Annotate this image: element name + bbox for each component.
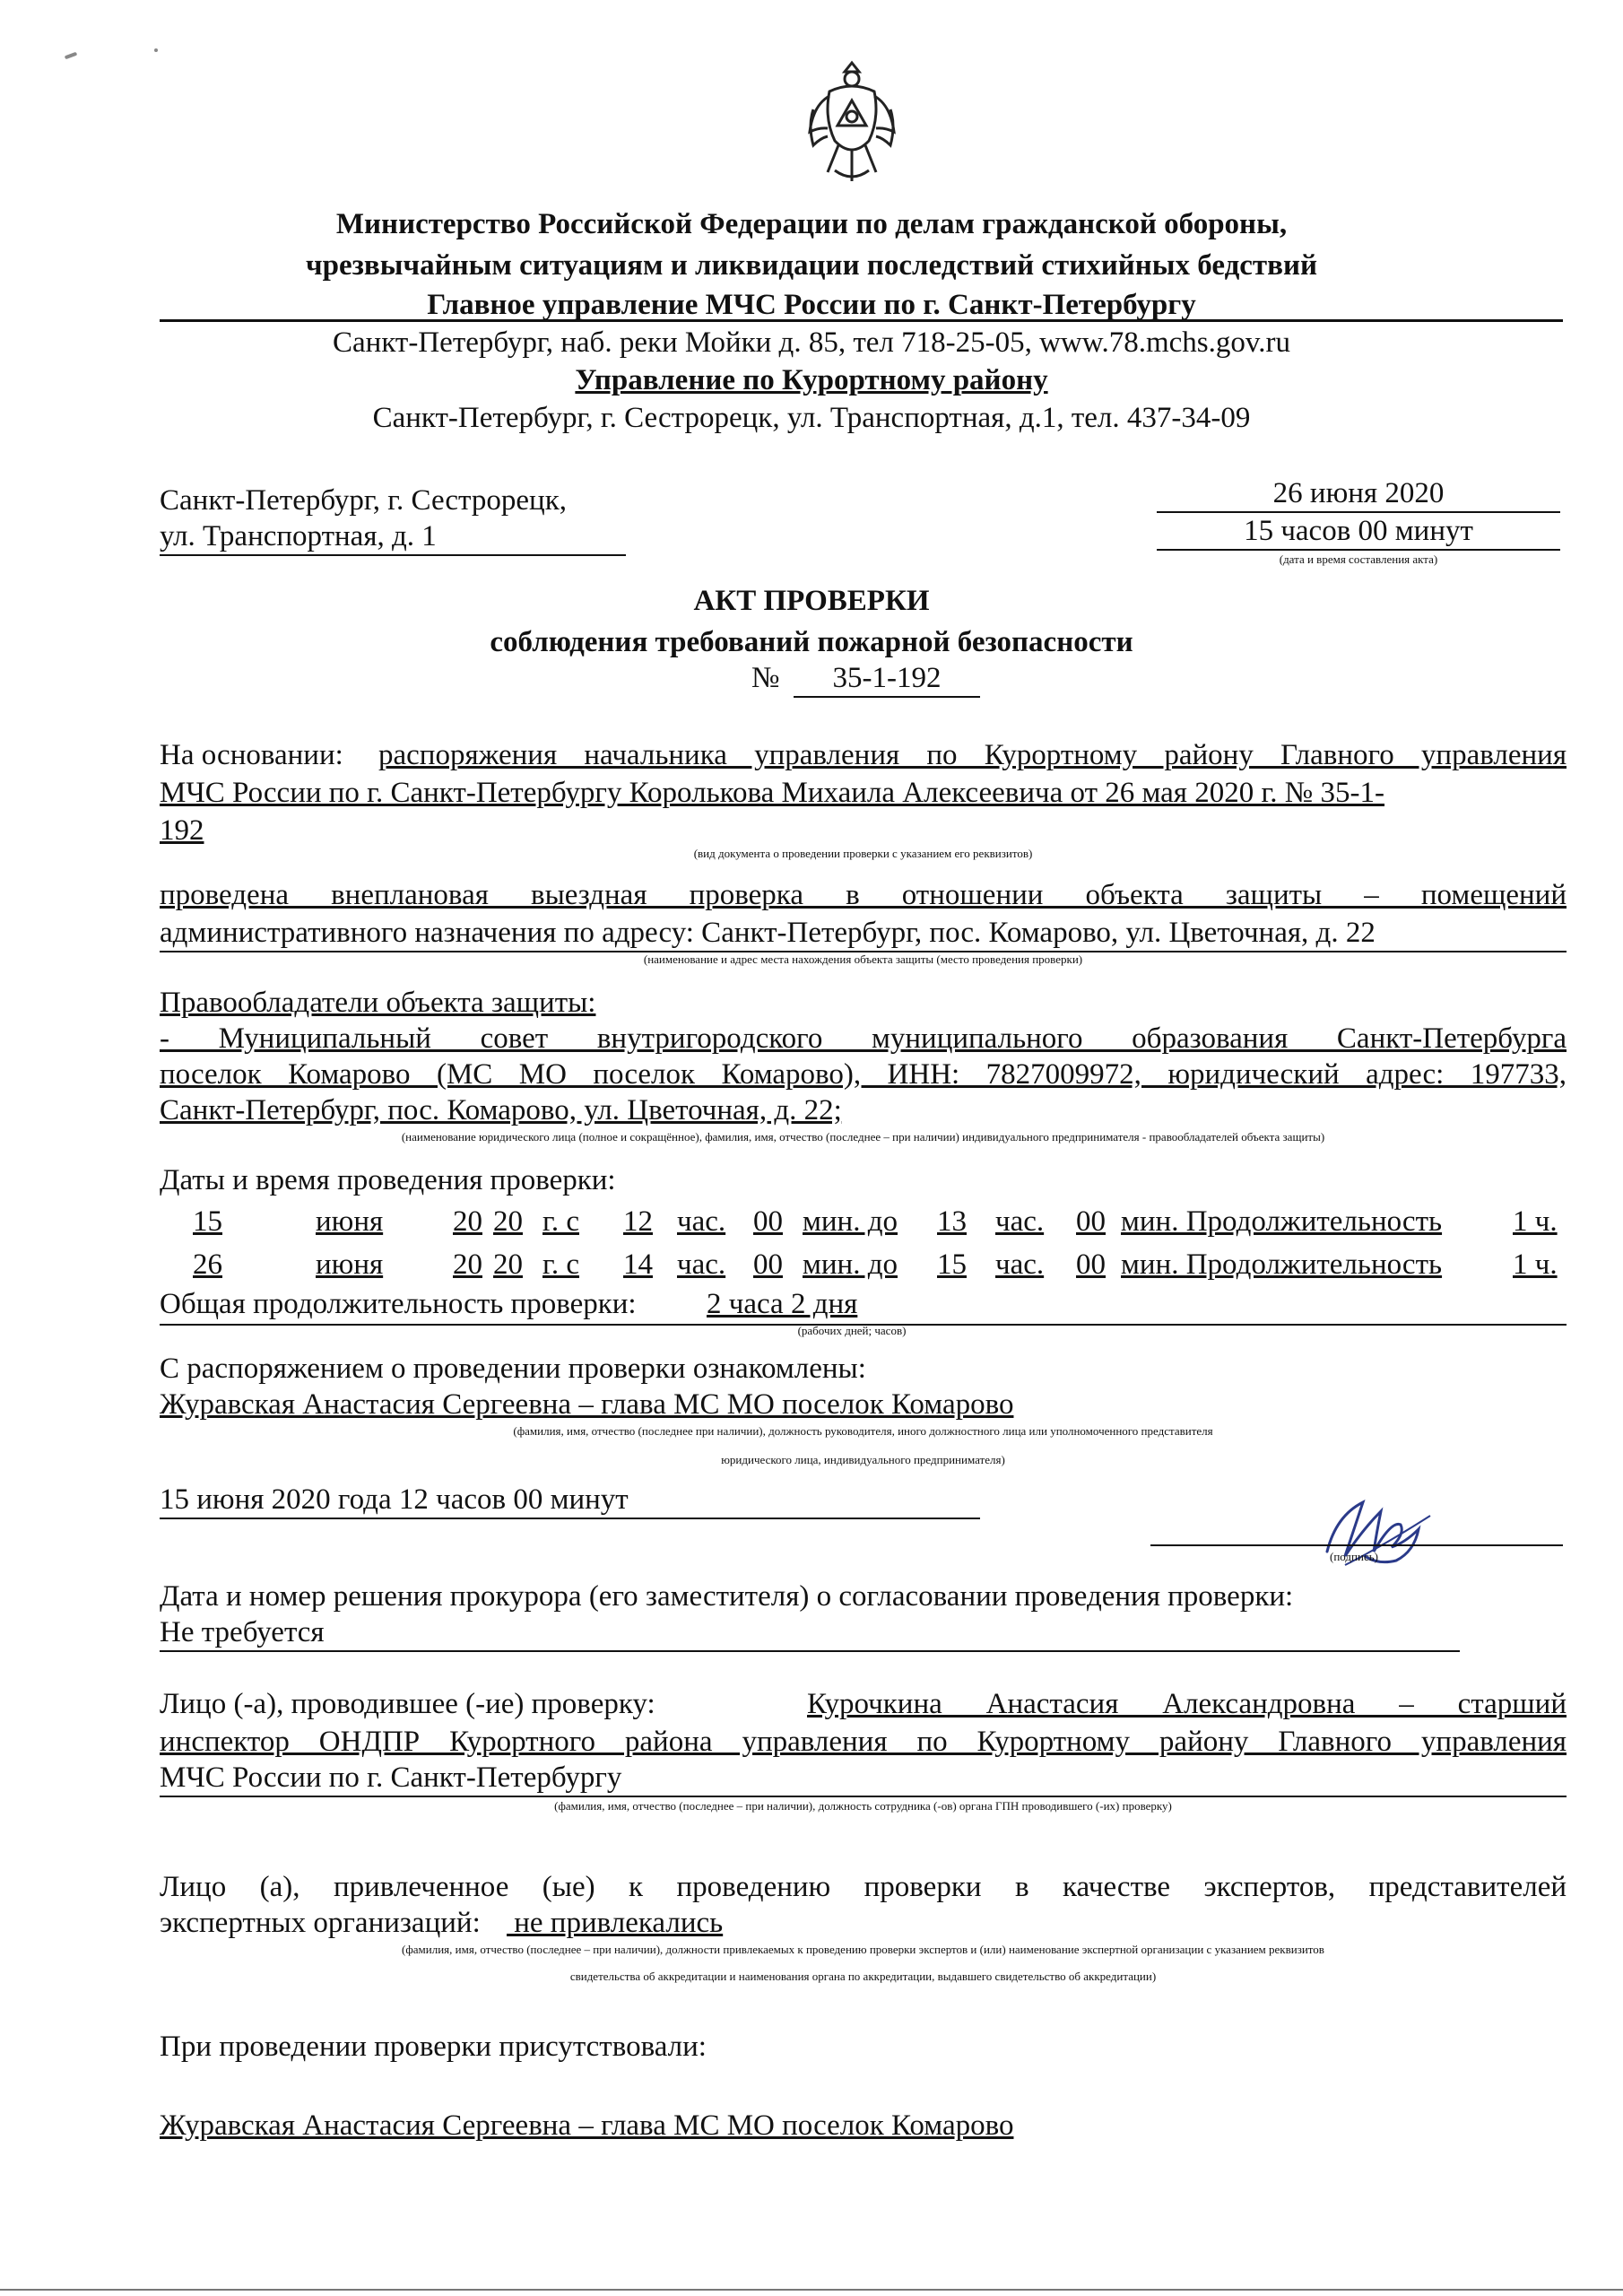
department-name: Управление по Курортному району (575, 364, 1048, 396)
total-duration-caption: (рабочих дней; часов) (797, 1324, 907, 1337)
act-number-label: № (751, 662, 780, 694)
row1-month: июня (316, 1205, 384, 1238)
experts-caption2: свидетельства об аккредитации и наименования органа по аккредитации, выдавшего свидетельство об аккредитации) (569, 1970, 1157, 1983)
row2-min1-label: мин. до (803, 1248, 898, 1281)
row2-year2: 20 (493, 1248, 523, 1281)
acquainted-datetime: 15 июня 2020 года 12 часов 00 минут (160, 1482, 980, 1519)
owners-line1: - Муниципальный совет внутригородского муниципального образования Санкт-Петербурга (160, 1022, 1567, 1055)
row1-min1-label: мин. до (803, 1205, 898, 1238)
scan-edge (0, 2289, 1623, 2291)
inspector-caption: (фамилия, имя, отчество (последнее – при наличии), должность сотрудника (-ов) органа ГПН проводившего (-их) проверку) (554, 1799, 1172, 1813)
place-line1: Санкт-Петербург, г. Сестрорецк, (160, 484, 567, 517)
acquainted-caption1: (фамилия, имя, отчество (последнее при наличии), должность руководителя, иного должностного лица или уполномоченного представителя (513, 1424, 1213, 1438)
dates-label: Даты и время проведения проверки: (160, 1164, 616, 1196)
dates-row (0, 1247, 1623, 1283)
act-datetime-caption: (дата и время составления акта) (1279, 552, 1438, 566)
total-duration-label: Общая продолжительность проверки: (160, 1288, 637, 1320)
row1-day: 15 (193, 1205, 222, 1238)
signature-line (1150, 1544, 1563, 1546)
scan-mark (154, 48, 158, 52)
basis-caption: (вид документа о проведении проверки с указанием его реквизитов) (693, 847, 1033, 860)
row2-hour1-label: час. (677, 1248, 726, 1281)
row2-hour2: 15 (937, 1248, 967, 1281)
act-time: 15 часов 00 минут (1157, 513, 1560, 551)
header-divider (160, 319, 1563, 322)
row1-hour1: 12 (623, 1205, 653, 1238)
row2-from: г. с (542, 1248, 579, 1281)
place-line2: ул. Транспортная, д. 1 (160, 518, 626, 556)
row2-hour2-label: час. (995, 1248, 1045, 1281)
inspector-line2: инспектор ОНДПР Курортного района управления по Курортному району Главного управления (160, 1726, 1567, 1758)
dates-row (0, 1204, 1623, 1239)
row2-year1: 20 (453, 1248, 482, 1281)
acquainted-caption2: юридического лица, индивидуального предпринимателя) (721, 1453, 1005, 1466)
acquainted-value: Журавская Анастасия Сергеевна – глава МС МО поселок Комарово (160, 1388, 1014, 1421)
owners-label: Правообладатели объекта защиты: (160, 987, 596, 1019)
present-value: Журавская Анастасия Сергеевна – глава МС МО поселок Комарово (160, 2109, 1014, 2142)
inspection-line2: административного назначения по адресу: Санкт-Петербург, пос. Комарово, ул. Цветочная, д. 22 (160, 915, 1567, 952)
row2-min2-label: мин. Продолжительность (1121, 1248, 1443, 1281)
row2-day: 26 (193, 1248, 222, 1281)
row2-min2: 00 (1076, 1248, 1106, 1281)
inspector-label: Лицо (-а), проводившее (-ие) проверку: (160, 1688, 655, 1720)
acquainted-label: С распоряжением о проведении проверки ознакомлены: (160, 1352, 866, 1385)
row1-hour1-label: час. (677, 1205, 726, 1238)
row1-hour2-label: час. (995, 1205, 1045, 1238)
present-label: При проведении проверки присутствовали: (160, 2031, 707, 2063)
row1-min2: 00 (1076, 1205, 1106, 1238)
experts-line2-label: экспертных организаций: (160, 1907, 481, 1939)
experts-line2-value: не привлекались (507, 1907, 724, 1939)
row1-min1: 00 (753, 1205, 783, 1238)
row1-hour2: 13 (937, 1205, 967, 1238)
mchs-emblem-icon (803, 56, 901, 190)
act-date: 26 июня 2020 (1157, 475, 1560, 513)
row1-duration: 1 ч. (1513, 1205, 1558, 1238)
prosecutor-label: Дата и номер решения прокурора (его заместителя) о согласовании проведения проверки: (160, 1580, 1294, 1613)
total-duration-value: 2 часа 2 дня (707, 1288, 858, 1320)
department-address: Санкт-Петербург, г. Сестрорецк, ул. Транспортная, д.1, тел. 437-34-09 (372, 402, 1251, 434)
act-subtitle: соблюдения требований пожарной безопасности (490, 626, 1133, 658)
inspection-caption: (наименование и адрес места нахождения объекта защиты (место проведения проверки) (643, 952, 1083, 966)
signature-caption: (подпись) (1330, 1550, 1378, 1563)
directorate-address: Санкт-Петербург, наб. реки Мойки д. 85, тел 718-25-05, www.78.mchs.gov.ru (333, 326, 1290, 359)
act-title: АКТ ПРОВЕРКИ (693, 585, 930, 617)
ministry-name-line2: чрезвычайным ситуациям и ликвидации последствий стихийных бедствий (306, 249, 1317, 282)
basis-line3: 192 (160, 814, 204, 847)
basis-line2: МЧС России по г. Санкт-Петербургу Королькова Михаила Алексеевича от 26 мая 2020 г. № 35-1- (160, 777, 1385, 809)
row1-year1: 20 (453, 1205, 482, 1238)
row2-min1: 00 (753, 1248, 783, 1281)
act-number: 35-1-192 (794, 660, 980, 698)
inspection-line1: проведена внеплановая выездная проверка в отношении объекта защиты – помещений (160, 879, 1567, 911)
prosecutor-value: Не требуется (160, 1614, 1460, 1652)
owners-line2: поселок Комарово (МС МО поселок Комарово), ИНН: 7827009972, юридический адрес: 197733, (160, 1058, 1567, 1091)
main-directorate-name: Главное управление МЧС России по г. Санкт-Петербургу (427, 289, 1196, 321)
inspector-line3: МЧС России по г. Санкт-Петербургу (160, 1760, 1567, 1797)
row2-month: июня (316, 1248, 384, 1281)
basis-label: На основании: (160, 739, 343, 771)
row2-duration: 1 ч. (1513, 1248, 1558, 1281)
row1-min2-label: мин. Продолжительность (1121, 1205, 1443, 1238)
owners-caption: (наименование юридического лица (полное и сокращённое), фамилия, имя, отчество (последнее – при наличии) индивидуального предпринимателя - правообладателей объекта защиты) (401, 1130, 1325, 1144)
row1-year2: 20 (493, 1205, 523, 1238)
inspector-name: Курочкина Анастасия Александровна – старший (807, 1688, 1567, 1720)
experts-caption1: (фамилия, имя, отчество (последнее – при наличии), должности привлекаемых к проведению проверки экспертов и (или) наименование экспертной организации с указанием реквизитов (402, 1943, 1324, 1956)
row2-hour1: 14 (623, 1248, 653, 1281)
ministry-name-line1: Министерство Российской Федерации по делам гражданской обороны, (335, 208, 1288, 240)
row1-from: г. с (542, 1205, 579, 1238)
owners-line3: Санкт-Петербург, пос. Комарово, ул. Цветочная, д. 22; (160, 1094, 842, 1126)
scan-mark (65, 52, 78, 60)
basis-line1: распоряжения начальника управления по Курортному району Главного управления (378, 739, 1567, 771)
experts-line1: Лицо (а), привлеченное (ые) к проведению проверки в качестве экспертов, представителей (160, 1871, 1567, 1903)
